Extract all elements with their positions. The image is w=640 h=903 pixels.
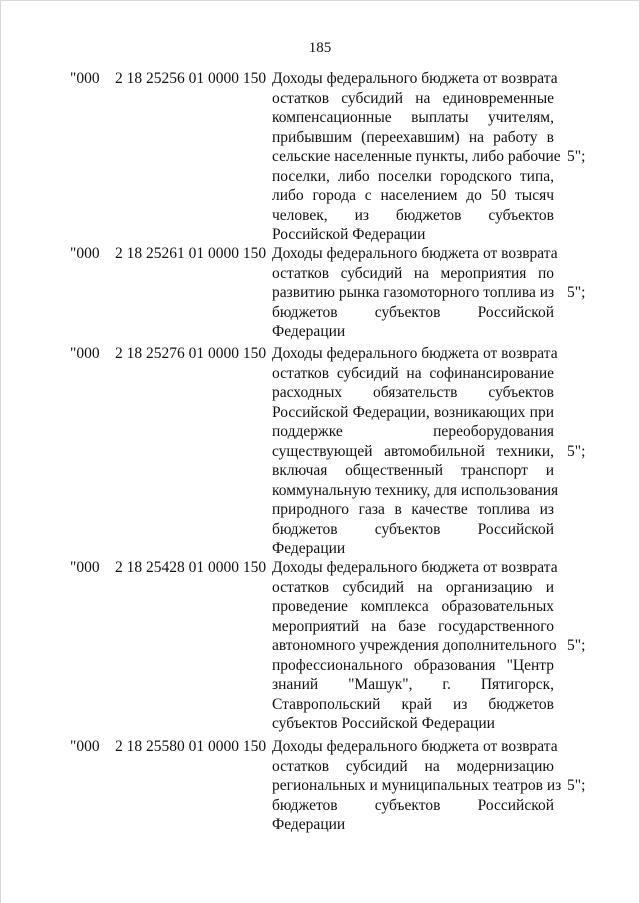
page-number: 185: [308, 40, 332, 56]
description-line: Ставропольский край из бюджетов: [272, 695, 554, 713]
table-row: [0, 244, 640, 342]
description-line: Российской Федерации, возникающих при: [272, 403, 554, 421]
description-line: региональных и муниципальных театров из: [272, 777, 562, 794]
description-line: бюджетов субъектов Российской: [272, 303, 554, 321]
description-line: субъектов Российской Федерации: [272, 715, 495, 732]
description-line: прибывшим (переехавшим) на работу в: [272, 128, 554, 146]
revenue-description: [272, 558, 558, 734]
table-row: [0, 69, 640, 245]
description-line: Федерации: [272, 540, 346, 557]
description-line: автономного учреждения дополнительного: [272, 637, 557, 654]
description-line: либо города с населением до 50 тысяч: [272, 187, 554, 204]
distribution-rate: 5";: [567, 148, 586, 165]
distribution-rate: 5";: [567, 442, 586, 460]
description-line: включая общественный транспорт и: [272, 462, 554, 479]
description-line: коммунальную технику, для использования: [272, 481, 559, 499]
description-line: Доходы федерального бюджета от возврата: [272, 345, 558, 362]
table-row: [0, 344, 640, 559]
admin-code: "000: [70, 345, 100, 362]
description-line: бюджетов субъектов Российской: [272, 796, 554, 814]
scan-edge-top: [0, 0, 640, 1]
admin-code: "000: [70, 559, 100, 576]
description-line: Доходы федерального бюджета от возврата: [272, 245, 558, 262]
distribution-rate: 5";: [567, 777, 586, 794]
description-line: остатков субсидий на организацию и: [272, 578, 554, 596]
description-line: профессионального образования "Центр: [272, 656, 554, 674]
description-line: компенсационные выплаты учителям,: [272, 109, 554, 126]
budget-classification-code: 2 18 25580 01 0000 150: [115, 738, 267, 755]
admin-code: "000: [70, 245, 100, 262]
revenue-description: [272, 344, 559, 559]
description-line: бюджетов субъектов Российской: [272, 520, 554, 538]
budget-classification-code: 2 18 25256 01 0000 150: [115, 70, 267, 87]
description-line: расходных обязательств субъектов: [272, 384, 554, 401]
description-line: существующей автомобильной техники,: [272, 442, 554, 460]
description-line: мероприятий на базе государственного: [272, 617, 554, 635]
description-line: остатков субсидий на мероприятия по: [272, 264, 554, 282]
table-row: [0, 737, 640, 835]
description-line: Российской Федерации: [272, 226, 426, 243]
description-line: остатков субсидий на единовременные: [272, 89, 554, 107]
revenue-description: [272, 69, 561, 245]
description-line: Доходы федерального бюджета от возврата: [272, 70, 558, 87]
description-line: поддержке переоборудования: [272, 423, 554, 440]
table-row: [0, 558, 640, 734]
description-line: сельские населенные пункты, либо рабочие: [272, 148, 561, 165]
budget-classification-code: 2 18 25428 01 0000 150: [115, 559, 267, 576]
revenue-description: [272, 737, 562, 835]
admin-code: "000: [70, 738, 100, 755]
revenue-description: [272, 244, 558, 342]
description-line: Федерации: [272, 323, 346, 340]
budget-classification-code: 2 18 25261 01 0000 150: [115, 245, 267, 262]
distribution-rate: 5";: [567, 284, 586, 301]
description-line: поселки, либо поселки городского типа,: [272, 167, 554, 185]
description-line: остатков субсидий на модернизацию: [272, 757, 554, 775]
budget-classification-code: 2 18 25276 01 0000 150: [115, 345, 267, 362]
description-line: развитию рынка газомоторного топлива из: [272, 284, 555, 301]
admin-code: "000: [70, 70, 100, 87]
description-line: природного газа в качестве топлива из: [272, 501, 554, 518]
description-line: знаний "Машук", г. Пятигорск,: [272, 676, 554, 693]
distribution-rate: 5";: [567, 637, 586, 654]
description-line: проведение комплекса образовательных: [272, 598, 554, 615]
scan-edge-left: [0, 0, 1, 903]
description-line: Доходы федерального бюджета от возврата: [272, 559, 558, 576]
description-line: остатков субсидий на софинансирование: [272, 364, 554, 382]
description-line: Доходы федерального бюджета от возврата: [272, 738, 558, 755]
description-line: человек, из бюджетов субъектов: [272, 206, 554, 224]
description-line: Федерации: [272, 816, 346, 833]
